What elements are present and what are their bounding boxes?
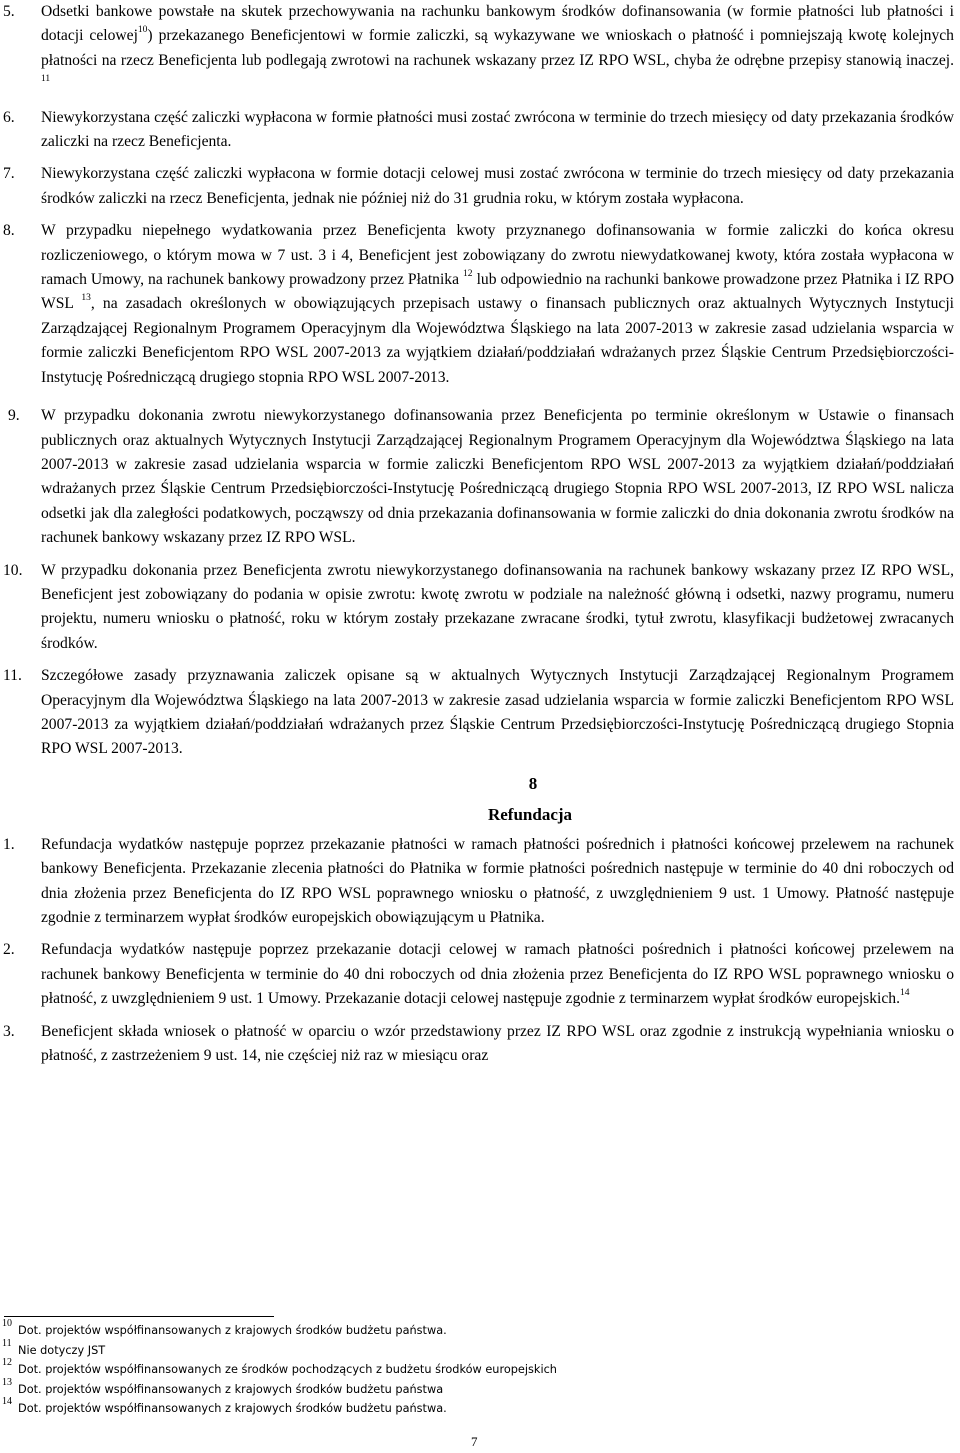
- item-number: 10.: [3, 561, 23, 579]
- item-text: Szczegółowe zasady przyznawania zaliczek opisane są w aktualnych Wytycznych Instytucji Zarządzającej Regionalnym Programem Operacyjnym dla Województwa Śląskiego na lata 2007-2013 w zakresie zasad udzielania wsparcia w formie zaliczki Beneficjentom RPO WSL 2007-2013 za wyjątkiem działań/poddziałań wdrażanych przez Śląskie Centrum Przedsiębiorczości-Instytucję Pośredniczącą drugiego Stopnia RPO WSL 2007-2013.: [41, 667, 954, 758]
- item-text-cont: lub odpowiednio na rachunki bankowe prowadzone przez Płatnika i IZ RPO WSL: [41, 271, 954, 313]
- footnote-number: 12: [2, 1357, 12, 1369]
- footnote-ref[interactable]: 14: [899, 988, 910, 999]
- footnote-ref[interactable]: 13: [81, 293, 91, 304]
- item-number: 3.: [3, 1022, 15, 1040]
- paragraph-7: [3, 162, 954, 211]
- paragraph-8: [3, 219, 954, 390]
- item-number: 8.: [3, 222, 15, 240]
- footnote: [2, 1318, 902, 1341]
- item-text: Odsetki bankowe powstałe na skutek przechowywania na rachunku bankowym środków dofinansowania (w formie płatności lub płatności i dotacji celowej: [41, 3, 954, 45]
- footnote-ref[interactable]: 12: [463, 269, 473, 280]
- item-text-cont: , na zasadach określonych w obowiązujących przepisach ustawy o finansach publicznych oraz aktualnych Wytycznych Instytucji Zarządzającej Regionalnym Programem Operacyjnym dla Województwa Śląskiego na lata 2007-2013 w zakresie zasad udzielania wsparcia w formie zaliczki Beneficjentom RPO WSL 2007-2013 za wyjątkiem działań/poddziałań wdrażanych przez Śląskie Centrum Przedsiębiorczości-Instytucję Pośredniczącą drugiego stopnia RPO WSL 2007-2013.: [41, 295, 954, 386]
- item-text: W przypadku niepełnego wydatkowania przez Beneficjenta kwoty przyznanego dofinansowania w formie zaliczki do końca okresu rozliczeniowego, o którym mowa w 7 ust. 3 i 4, Beneficjent jest zobowiązany do zwrotu niewydatkowanej kwoty, która została wypłacona w ramach Umowy, na rachunek bankowy prowadzony przez Płatnika: [41, 222, 954, 289]
- item-text: W przypadku dokonania przez Beneficjenta zwrotu niewykorzystanego dofinansowania na rachunek bankowy wskazany przez IZ RPO WSL, Beneficjent jest zobowiązany do podania w opisie zwrotu: kwotę zwrotu w podziale na należność główną i odsetki, nazwy programu, numeru projektu, numeru wniosku o płatność, roku w którym zostały przekazane zwracane środki, tytuł zwrotu, klasyfikacji budżetowej zwracanych środków.: [41, 561, 954, 652]
- footnotes: [2, 1318, 902, 1419]
- footnote-ref[interactable]: 11: [41, 74, 51, 85]
- footnote-text: Dot. projektów współfinansowanych z krajowych środków budżetu państwa.: [18, 1402, 447, 1416]
- footnote-text: Dot. projektów współfinansowanych z krajowych środków budżetu państwa: [18, 1382, 444, 1396]
- footnote-text: Dot. projektów współfinansowanych ze środków pochodzących z budżetu środków europejskich: [18, 1363, 557, 1377]
- item-number: 9.: [8, 407, 20, 425]
- refund-paragraph-2: [3, 938, 954, 1011]
- item-number: 1.: [3, 835, 15, 853]
- paragraph-9: [8, 404, 954, 550]
- footnote-number: 13: [2, 1376, 12, 1388]
- footnote-number: 10: [2, 1318, 12, 1329]
- footnote-separator: [4, 1316, 274, 1317]
- section-number: [100, 772, 960, 797]
- footnote-ref[interactable]: 10: [137, 25, 148, 36]
- item-text: Refundacja wydatków następuje poprzez przekazanie płatności w ramach płatności pośrednich i płatności końcowej przelewem na rachunek bankowy Beneficjenta. Przekazanie zlecenia płatności do Płatnika w formie płatności pośrednich następuje w terminie do 40 dni roboczych od dnia złożenia przez Beneficjenta do IZ RPO WSL poprawnego wniosku o płatność, z uwzględnieniem 9 ust. 1 Umowy. Płatność następuje zgodnie z terminarzem wypłat środków europejskich obowiązującym u Płatnika.: [41, 835, 954, 926]
- footnote: [2, 1396, 902, 1419]
- section-number-text: 8: [528, 773, 538, 793]
- section-title: Refundacja: [487, 804, 573, 824]
- item-number: 2.: [3, 941, 15, 959]
- footnote: [2, 1376, 902, 1400]
- footnote: [2, 1337, 902, 1361]
- item-text: Niewykorzystana część zaliczki wypłacona w formie dotacji celowej musi zostać zwrócona w terminie do trzech miesięcy od daty przekazania środków zaliczki na rzecz Beneficjenta, jednak nie później niż do 31 grudnia roku, w którym została wypłacona.: [41, 165, 954, 207]
- refund-paragraph-1: [3, 833, 954, 931]
- footnote-number: 11: [2, 1337, 12, 1349]
- paragraph-5: [3, 0, 954, 98]
- paragraph-6: [3, 106, 954, 155]
- item-text: W przypadku dokonania zwrotu niewykorzystanego dofinansowania przez Beneficjenta po terminie określonym w Ustawie o finansach publicznych oraz aktualnych Wytycznych Instytucji Zarządzającej Regionalnym Programem Operacyjnym dla Województwa Śląskiego na lata 2007-2013 w zakresie zasad udzielania wsparcia w formie zaliczki Beneficjentom RPO WSL 2007-2013 za wyjątkiem działań/poddziałań wdrażanych przez Śląskie Centrum Przedsiębiorczości-Instytucję Pośredniczącą drugiego Stopnia RPO WSL 2007-2013, IZ RPO WSL nalicza odsetki jak dla zaległości podatkowych, począwszy od dnia przekazania dofinansowania w formie zaliczki do dnia dokonania zwrotu środków na rachunek bankowy wskazany przez IZ RPO WSL.: [41, 407, 954, 547]
- page-number: 7: [471, 1434, 478, 1449]
- footnote-number: 14: [2, 1396, 12, 1408]
- item-text: Niewykorzystana część zaliczki wypłacona w formie płatności musi zostać zwrócona w terminie do trzech miesięcy od daty przekazania środków zaliczki na rzecz Beneficjenta.: [41, 108, 954, 151]
- footnote: [2, 1357, 902, 1380]
- footnote-text: Nie dotyczy JST: [18, 1343, 106, 1357]
- paragraph-10: [3, 559, 954, 657]
- item-number: 7.: [3, 165, 15, 183]
- item-text-cont: ) przekazanego Beneficjentowi w formie zaliczki, są wykazywane we wnioskach o płatność i pomniejszają kwotę kolejnych płatności na rzecz Beneficjenta lub podlegają zwrotowi na rachunek wskazany przez IZ RPO WSL, chyba że odrębne przepisy stanowią inaczej.: [41, 27, 954, 69]
- item-number: 11.: [3, 667, 22, 685]
- paragraph-11: [3, 664, 954, 762]
- item-number: 6.: [3, 108, 15, 126]
- item-text: Refundacja wydatków następuje poprzez przekazanie dotacji celowej w ramach płatności pośrednich i płatności końcowej przelewem na rachunek bankowy Beneficjenta w terminie do 40 dni roboczych od dnia złożenia przez Beneficjenta do IZ RPO WSL poprawnego wniosku o płatność, z uwzględnieniem 9 ust. 1 Umowy. Przekazanie dotacji celowej następuje zgodnie z terminarzem wypłat środków europejskich.: [41, 941, 954, 1008]
- item-number: 5.: [3, 3, 15, 20]
- refund-paragraph-3: [3, 1020, 954, 1069]
- footnote-text: Dot. projektów współfinansowanych z krajowych środków budżetu państwa.: [18, 1324, 447, 1337]
- item-text: Beneficjent składa wniosek o płatność w oparciu o wzór przedstawiony przez IZ RPO WSL oraz zgodnie z instrukcją wypełniania wniosku o płatność, z zastrzeżeniem 9 ust. 14, nie częściej niż raz w miesiącu oraz: [41, 1022, 954, 1065]
